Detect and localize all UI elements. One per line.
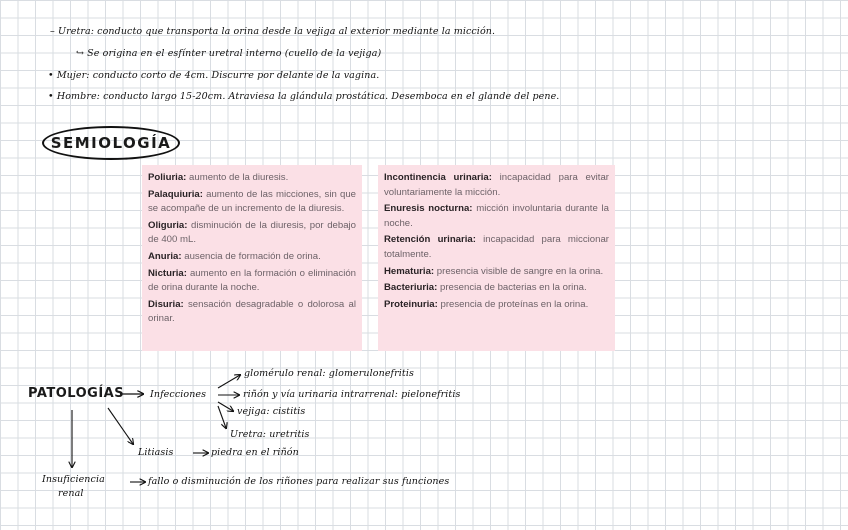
definition: incapacidad para miccionar totalmente. xyxy=(384,234,609,260)
insuficiencia-label-2: renal xyxy=(58,488,84,499)
definition: presencia de proteínas en la orina. xyxy=(437,298,589,310)
definition: aumento de la diuresis. xyxy=(186,172,289,183)
term: Hematuria: xyxy=(384,265,435,277)
term: Disuria: xyxy=(148,298,184,310)
definition: aumento en la formación o eliminación de orina durante la noche. xyxy=(148,267,356,294)
vejiga-label: vejiga: cistitis xyxy=(237,406,306,417)
definition: presencia de bacterias en la orina. xyxy=(437,282,587,294)
definition: incapacidad para evitar voluntariamente la micción. xyxy=(384,172,609,198)
term: Bacteriuria: xyxy=(384,282,438,294)
glomerulo-label: glomérulo renal: glomerulonefritis xyxy=(244,368,414,379)
uretra-label: Uretra: uretritis xyxy=(230,429,310,440)
rinon-label: riñón y vía urinaria intrarrenal: pielonefritis xyxy=(243,389,461,400)
definition: sensación desagradable o dolorosa al orinar. xyxy=(148,298,356,325)
term: Nicturia: xyxy=(148,267,187,279)
note-origen: ↪ Se origina en el esfínter uretral interno (cuello de la vejiga) xyxy=(76,48,382,59)
term: Anuria: xyxy=(148,250,182,262)
fallo-label: fallo o disminución de los riñones para realizar sus funciones xyxy=(148,476,450,487)
term: Palaquiuria: xyxy=(148,188,203,200)
note-mujer: • Mujer: conducto corto de 4cm. Discurre por delante de la vagina. xyxy=(48,70,380,81)
definition: disminución de la diuresis, por debajo de 400 mL. xyxy=(148,219,356,246)
semiologia-title-text: SEMIOLOGÍA xyxy=(50,134,172,152)
infecciones-label: Infecciones xyxy=(150,389,207,400)
term: Retención urinaria: xyxy=(384,234,476,246)
arrow-to-litiasis xyxy=(108,408,133,444)
litiasis-label: Litiasis xyxy=(138,447,174,458)
note-hombre: • Hombre: conducto largo 15-20cm. Atraviesa la glándula prostática. Desemboca en el glande del pene. xyxy=(48,91,560,102)
term: Proteinuria: xyxy=(384,298,438,310)
definition: presencia visible de sangre en la orina. xyxy=(434,265,604,277)
patologias-title: PATOLOGÍAS xyxy=(28,386,125,401)
arrow-to-glomerulo xyxy=(218,375,240,388)
definition: aumento de las micciones, sin que se acompañe de un incremento de la diuresis. xyxy=(148,188,356,215)
piedra-label: piedra en el riñón xyxy=(211,447,299,458)
term: Oliguria: xyxy=(148,219,188,231)
definition: micción involuntaria durante la noche. xyxy=(384,203,609,229)
term: Poliuria: xyxy=(148,172,187,183)
term: Enuresis nocturna: xyxy=(384,203,473,215)
insuficiencia-label-1: Insuficiencia xyxy=(42,474,105,485)
arrow-to-uretra xyxy=(218,406,226,428)
arrow-to-vejiga xyxy=(218,402,233,411)
definition: ausencia de formación de orina. xyxy=(181,250,321,262)
note-uretra: – Uretra: conducto que transporta la orina desde la vejiga al exterior mediante la micción. xyxy=(50,26,496,37)
term: Incontinencia urinaria: xyxy=(384,172,492,183)
